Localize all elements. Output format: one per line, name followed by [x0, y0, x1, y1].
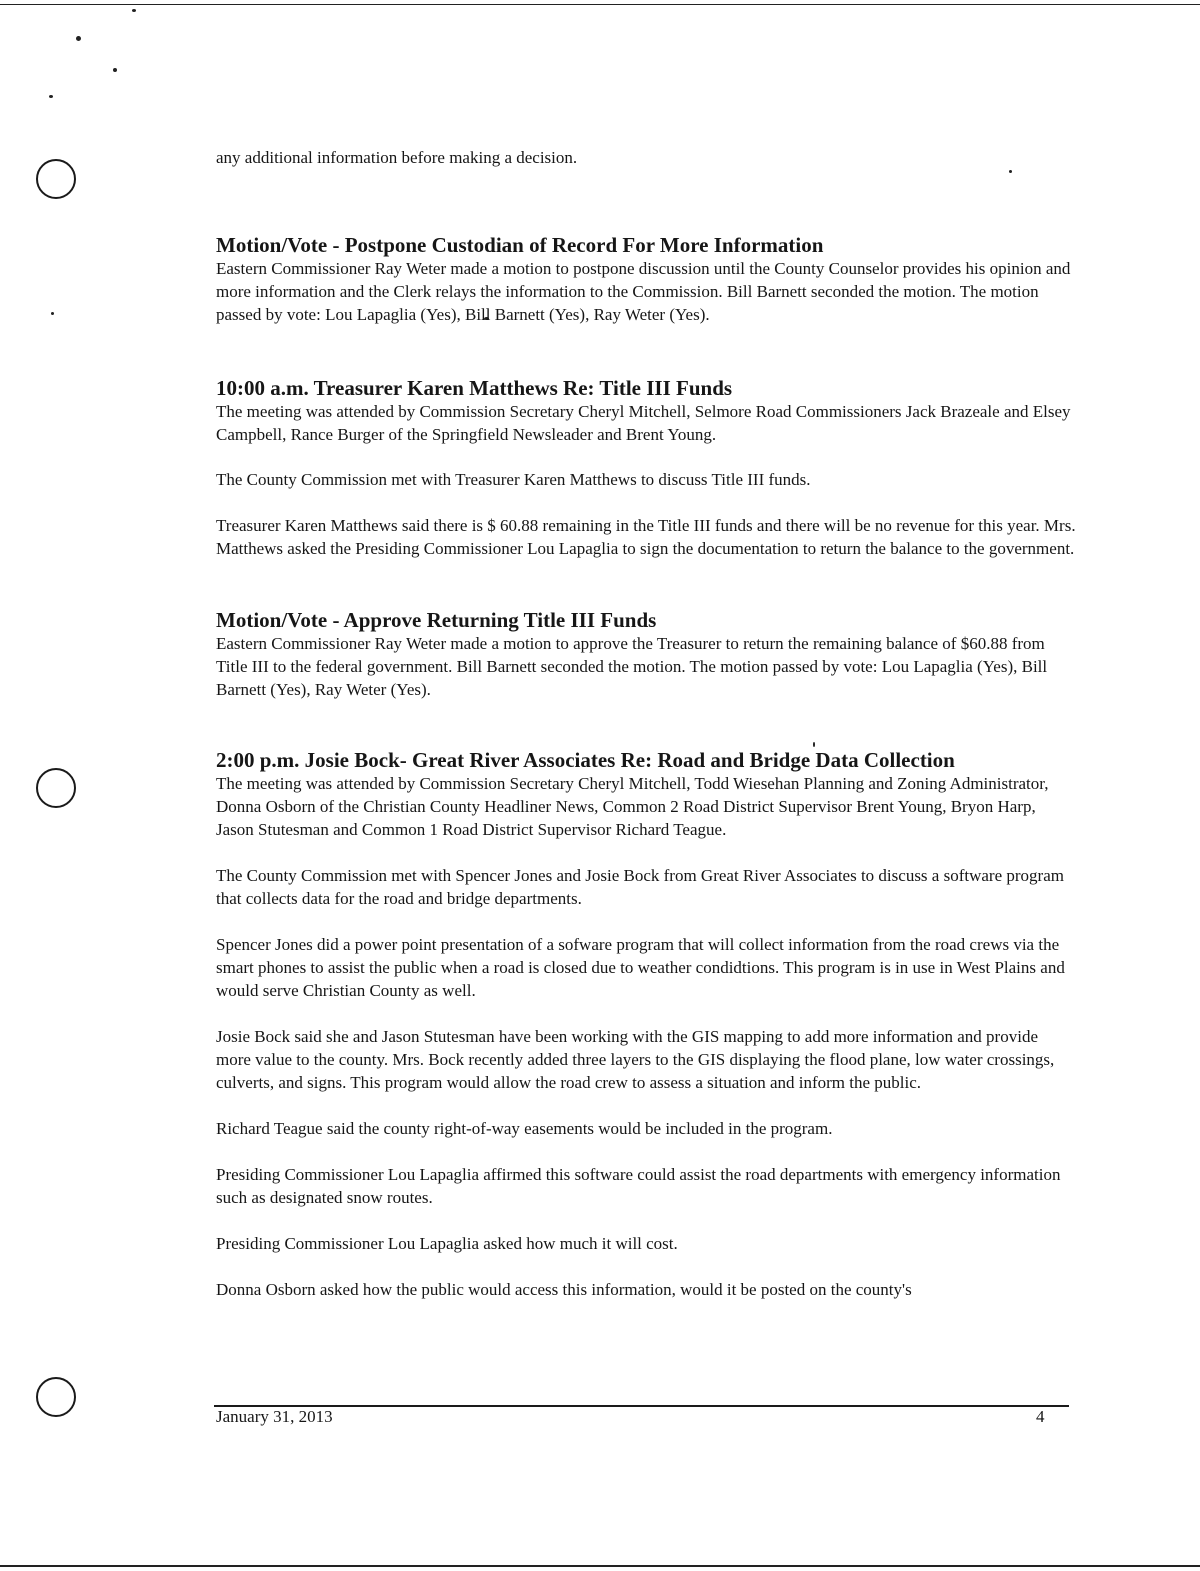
section-heading: Motion/Vote - Approve Returning Title III Funds: [216, 608, 657, 632]
section-paragraph: Richard Teague said the county right-of-way easements would be included in the program.: [216, 1119, 833, 1138]
section-paragraph: Eastern Commissioner Ray Weter made a motion to postpone discussion until the County Counselor provides his opinion and more information and the Clerk relays the information to the Commission. Bill Barnett seconded the motion. The motion passed by vote: Lou Lapaglia (Yes), Bill Barnett (Yes), Ray Weter (Yes).: [216, 259, 1071, 324]
punch-hole-middle: [36, 768, 76, 808]
scan-speck: [76, 36, 81, 41]
scan-bottom-edge: [0, 1565, 1200, 1567]
section-paragraph: Presiding Commissioner Lou Lapaglia asked how much it will cost.: [216, 1234, 678, 1253]
section-paragraph: Presiding Commissioner Lou Lapaglia affirmed this software could assist the road departments with emergency information such as designated snow routes.: [216, 1165, 1061, 1207]
section-paragraph: The County Commission met with Treasurer Karen Matthews to discuss Title III funds.: [216, 470, 811, 489]
section-paragraph: The County Commission met with Spencer Jones and Josie Bock from Great River Associates to discuss a software program that collects data for the road and bridge departments.: [216, 866, 1064, 908]
scan-speck: [51, 312, 54, 315]
section-paragraph: Donna Osborn asked how the public would access this information, would it be posted on the county's: [216, 1280, 912, 1299]
scan-top-edge: [0, 4, 1200, 5]
punch-hole-bottom: [36, 1377, 76, 1417]
section-paragraph: Josie Bock said she and Jason Stutesman have been working with the GIS mapping to add more information and provide more value to the county. Mrs. Bock recently added three layers to the GIS displaying the flood plane, low water crossings, culverts, and signs. This program would allow the road crew to assess a situation and inform the public.: [216, 1027, 1055, 1092]
scan-speck: [113, 68, 117, 72]
section-heading: Motion/Vote - Postpone Custodian of Record For More Information: [216, 233, 824, 257]
section-paragraph: Treasurer Karen Matthews said there is $ 60.88 remaining in the Title III funds and there will be no revenue for this year. Mrs. Matthews asked the Presiding Commissioner Lou Lapaglia to sign the documentation to return the balance to the government.: [216, 516, 1076, 558]
section-paragraph: The meeting was attended by Commission Secretary Cheryl Mitchell, Todd Wiesehan Planning and Zoning Administrator, Donna Osborn of the Christian County Headliner News, Common 2 Road District Supervisor Brent Young, Bryon Harp, Jason Stutesman and Common 1 Road District Supervisor Richard Teague.: [216, 774, 1049, 839]
page-number: 4: [1036, 1407, 1045, 1426]
section-heading: 2:00 p.m. Josie Bock- Great River Associates Re: Road and Bridge Data Collection: [216, 748, 955, 772]
section-paragraph: Eastern Commissioner Ray Weter made a motion to approve the Treasurer to return the remaining balance of $60.88 from Title III to the federal government. Bill Barnett seconded the motion. The motion passed by vote: Lou Lapaglia (Yes), Bill Barnett (Yes), Ray Weter (Yes).: [216, 634, 1048, 699]
section-paragraph: Spencer Jones did a power point presentation of a sofware program that will collect information from the road crews via the smart phones to assist the public when a road is closed due to weather condidtions. This program is in use in West Plains and would serve Christian County as well.: [216, 935, 1065, 1000]
section-heading: 10:00 a.m. Treasurer Karen Matthews Re: Title III Funds: [216, 376, 733, 400]
section-paragraph: The meeting was attended by Commission Secretary Cheryl Mitchell, Selmore Road Commissioners Jack Brazeale and Elsey Campbell, Rance Burger of the Springfield Newsleader and Brent Young.: [216, 402, 1071, 444]
minutes-body: [216, 146, 1076, 1301]
footer-rule: [214, 1405, 1069, 1407]
scan-speck: [132, 9, 136, 12]
intro-text: any additional information before making a decision.: [216, 148, 578, 167]
punch-hole-top: [36, 159, 76, 199]
scan-speck: [49, 95, 53, 98]
footer-date: January 31, 2013: [216, 1407, 333, 1426]
